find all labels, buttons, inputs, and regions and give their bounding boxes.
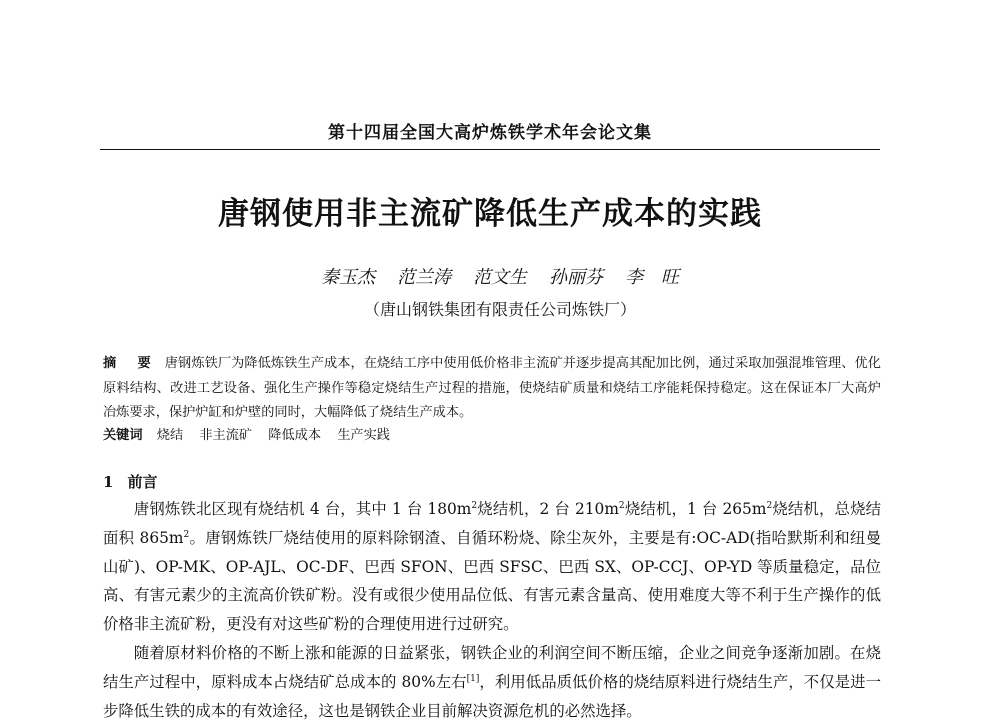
section-number: 1 — [103, 473, 114, 491]
section-title: 前言 — [127, 473, 158, 491]
keywords-label: 关键词 — [103, 428, 143, 443]
paragraph: 唐钢炼铁北区现有烧结机 4 台，其中 1 台 $180m^2$烧结机，2 台 $210m^2$烧结机，1 台 $265m^2$烧结机，总烧结面积 $865m^2$。唐钢炼铁厂烧结使用的原料除钢渣、自循环粉烧、除尘灰外，主要是有:OC-AD(指哈默斯利和纽曼山矿)、OP-MK、OP-AJL、OC-DF、巴西 SFON、巴西 SFSC、巴西 SX、OP-CCJ、OP-YD 等质量稳定，品位高、有害元素少的主流高价铁矿粉。没有或很少使用品位低、有害元素含量高、使用难度大等不利于生产操作的低价格非主流矿粉，更没有对这些矿粉的合理使用进行过研究。 — [103, 500, 882, 634]
abstract-label: 摘 要 — [103, 356, 155, 371]
header-rule — [100, 149, 880, 150]
keyword: 生产实践 — [337, 428, 390, 443]
keyword: 降低成本 — [268, 428, 322, 443]
abstract — [103, 352, 881, 426]
section-heading — [103, 471, 157, 492]
author-name: 范文生 — [473, 267, 527, 288]
author-name: 范兰涛 — [397, 267, 451, 288]
author-name: 李 旺 — [625, 267, 679, 288]
running-header: 第十四届全国大高炉炼铁学术年会论文集 — [328, 123, 652, 143]
keyword: 烧结 — [156, 428, 184, 443]
paragraph: 随着原材料价格的不断上涨和能源的日益紧张，钢铁企业的利润空间不断压缩，企业之间竞争逐渐加剧。在烧结生产过程中，原料成本占烧结矿总成本的 80%左右[1]，利用低品质低价格的烧结原料进行烧结生产，不仅是进一步降低生铁的成本的有效途径，这也是钢铁企业目前解决资源危机的必然选择。 — [103, 643, 881, 720]
author-name: 秦玉杰 — [321, 267, 375, 288]
author-list — [300, 263, 700, 289]
affiliation: （唐山钢铁集团有限责任公司炼铁厂） — [363, 300, 636, 319]
author-name: 孙丽芬 — [549, 267, 603, 288]
section-body — [103, 495, 881, 725]
keywords — [103, 424, 881, 448]
citation-ref: [1] — [466, 673, 480, 684]
paper-title: 唐钢使用非主流矿降低生产成本的实践 — [218, 196, 762, 232]
abstract-text: 唐钢炼铁厂为降低炼铁生产成本，在烧结工序中使用低价格非主流矿并逐步提高其配加比例，通过采取加强混堆管理、优化原料结构、改进工艺设备、强化生产操作等稳定烧结生产过程的措施，使烧结矿质量和烧结工序能耗保持稳定。这在保证本厂大高炉冶炼要求，保护炉缸和炉壁的同时，大幅降低了烧结生产成本。 — [103, 356, 881, 420]
keyword: 非主流矿 — [199, 428, 253, 443]
